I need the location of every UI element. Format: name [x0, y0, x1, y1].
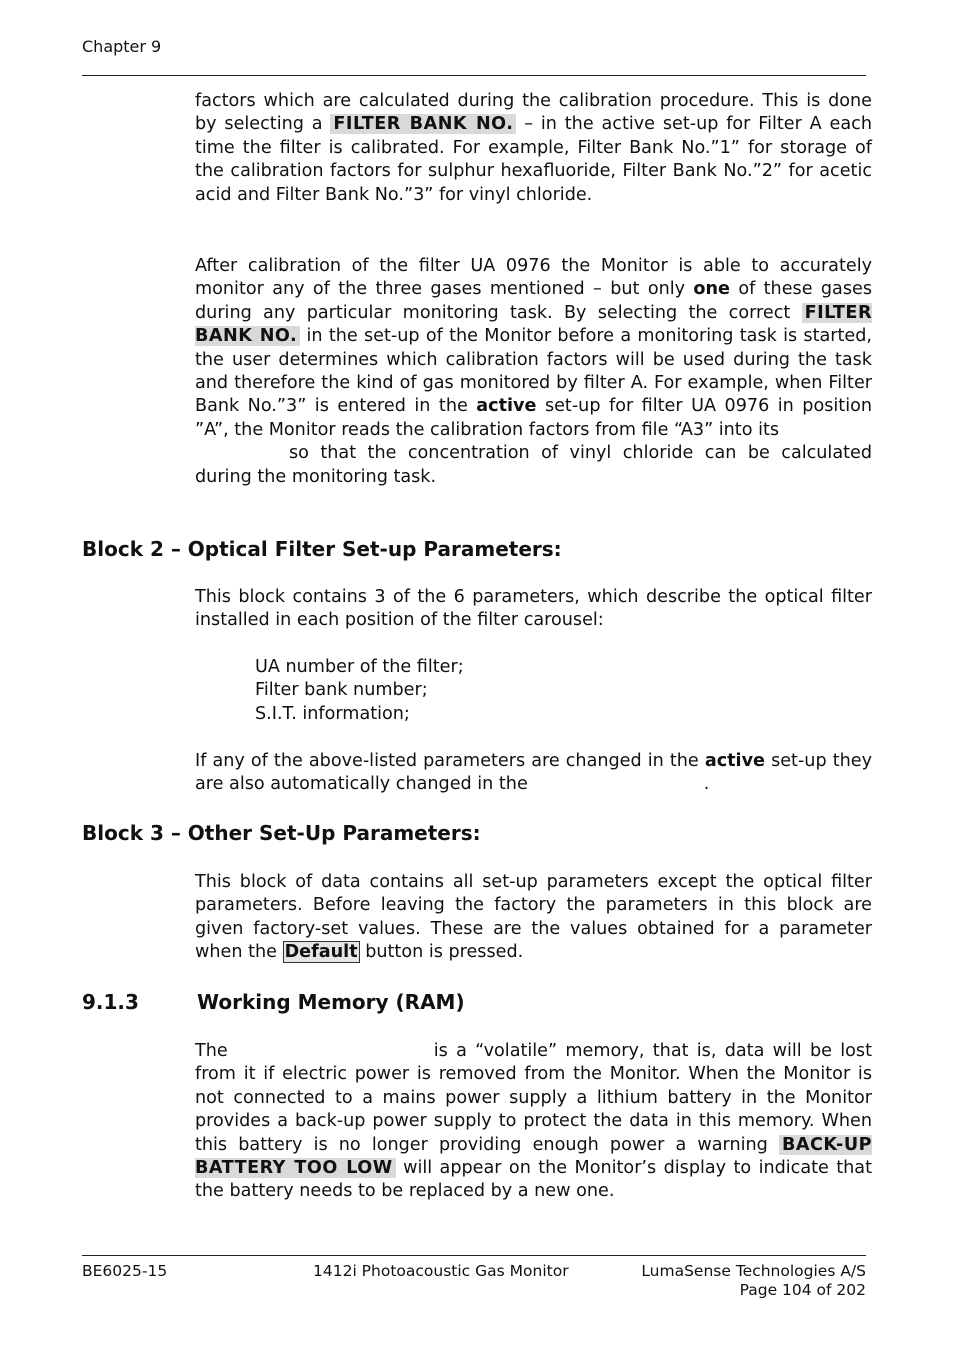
block2-intro [195, 586, 872, 633]
block2-note [195, 750, 872, 797]
paragraph-text: . [703, 774, 710, 795]
filter-bank-no-key: FILTER BANK NO. [195, 302, 872, 347]
paragraph-text: in the set-up of the Monitor before a monitoring task is started, the user determines which calibration factors will be used during the task and therefore the kind of gas monitored by filter A. For example, when Filter Bank No.”3” is entered in the [195, 326, 872, 417]
footer-doc-id: BE6025-15 [82, 1262, 168, 1280]
paragraph-text: set-up they are also automatically changed in the [195, 751, 872, 795]
paragraph-text: is a “volatile” memory, that is, data will be lost from it if electric power is removed from the Monitor. When the Monitor is not connected to a mains power supply a lithium battery in the Monitor provides a back-up power supply to protect the data in this memory. When this battery is no longer providing enough power a warning [195, 1041, 872, 1155]
section-title: Working Memory (RAM) [197, 990, 465, 1014]
emphasis-one: one [693, 279, 730, 300]
paragraph-text: This block contains 3 of the 6 parameters, which describe the optical filter installed in each position of the filter carousel: [195, 587, 872, 631]
header-divider [82, 75, 866, 76]
section-number: 9.1.3 [82, 990, 139, 1014]
footer-company: LumaSense Technologies A/S [641, 1262, 866, 1280]
default-button-key: Default [284, 942, 358, 963]
paragraph-text: set-up for filter UA 0976 in position ”A”, the Monitor reads the calibration factors from file “A3” into its [195, 396, 872, 440]
paragraph-text: will appear on the Monitor’s display to indicate that the battery needs to be replaced by a new one. [195, 1158, 872, 1202]
block3-heading: Block 3 – Other Set-Up Parameters: [82, 821, 481, 845]
list-item: UA number of the filter; [255, 657, 464, 677]
block2-heading: Block 2 – Optical Filter Set-up Parameters: [82, 537, 562, 561]
footer-page-number: Page 104 of 202 [739, 1281, 866, 1299]
paragraph-text: button is pressed. [359, 942, 524, 963]
list-item: S.I.T. information; [255, 703, 410, 724]
paragraph-text: so that the concentration of vinyl chloride can be calculated during the monitoring task. [195, 443, 872, 487]
footer-product: 1412i Photoacoustic Gas Monitor [313, 1262, 569, 1280]
working-memory-paragraph [195, 1040, 872, 1204]
list-item: Filter bank number; [255, 680, 428, 701]
block3-paragraph [195, 871, 872, 965]
paragraph-text: factors which are calculated during the calibration procedure. This is done by selecting a [195, 91, 872, 135]
footer-divider [82, 1255, 866, 1256]
chapter-header: Chapter 9 [82, 37, 162, 56]
paragraph-text: After calibration of the filter UA 0976 the Monitor is able to accurately monitor any of the three gases mentioned – but only [195, 256, 872, 300]
paragraph-filter-bank [195, 90, 872, 207]
filter-bank-no-key: FILTER BANK NO. [330, 114, 516, 134]
emphasis-active: active [476, 396, 537, 417]
battery-warning-message: BACK-UP BATTERY TOO LOW [195, 1134, 872, 1179]
emphasis-active: active [704, 751, 765, 771]
paragraph-text: If any of the above-listed parameters are changed in the [195, 751, 705, 771]
parameter-list [255, 656, 464, 726]
paragraph-calibration [195, 255, 872, 489]
paragraph-text: of these gases during any particular monitoring task. By selecting the correct [195, 279, 872, 323]
paragraph-text: – in the active set-up for Filter A each time the filter is calibrated. For example, Filter Bank No.”1” for storage of the calibration factors for sulphur hexafluoride, Filter Bank No.”2” for acetic acid and Filter Bank No.”3” for vinyl chloride. [195, 114, 872, 205]
paragraph-text: This block of data contains all set-up parameters except the optical filter parameters. Before leaving the factory the parameters in this block are given factory-set values. These are the values obtained for a parameter when the [195, 872, 872, 963]
paragraph-text: The [195, 1041, 228, 1061]
